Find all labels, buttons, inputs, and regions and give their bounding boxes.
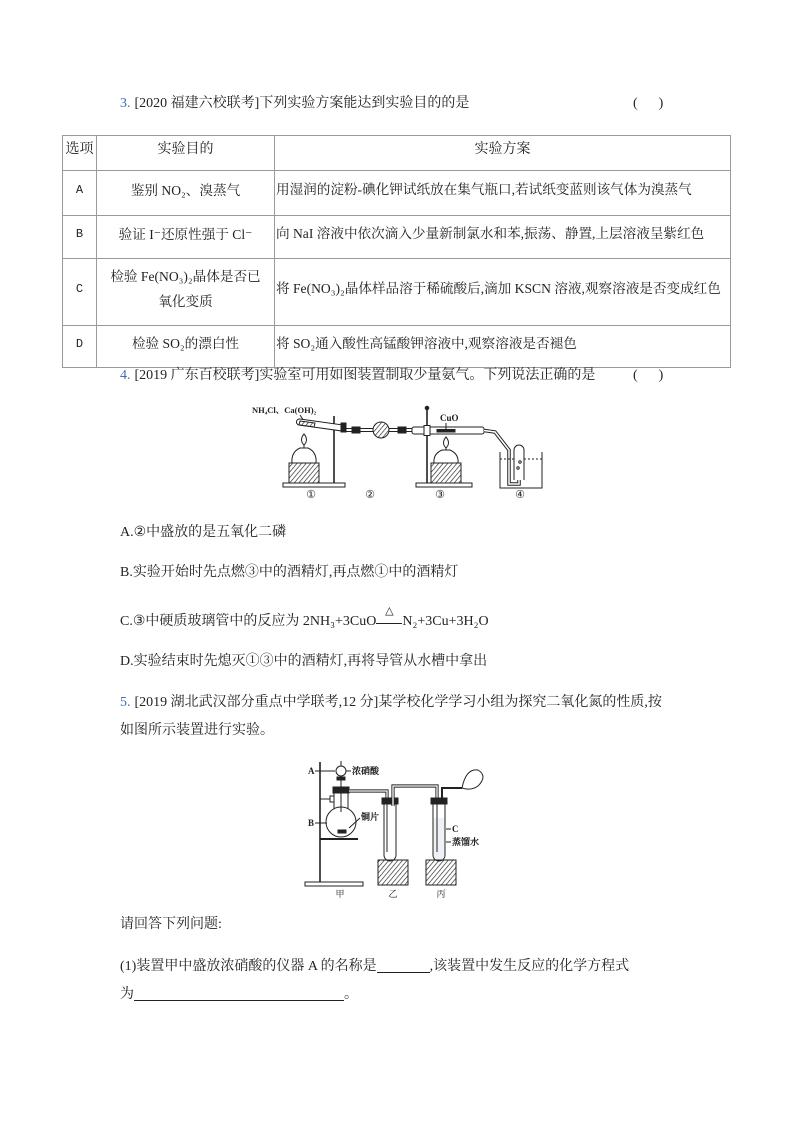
option-a <box>120 523 286 543</box>
dropping-funnel <box>336 766 346 776</box>
label-acid: 浓硝酸 <box>352 766 380 776</box>
option-d <box>120 652 487 672</box>
option-b <box>120 563 458 583</box>
question-5-stem-line2: 如图所示装置进行实验。 <box>120 723 274 738</box>
sub-question-text: 为 <box>120 987 134 1002</box>
clamp <box>424 426 430 436</box>
row-option: D <box>63 326 97 368</box>
row-purpose <box>97 171 275 216</box>
apparatus-yi <box>378 798 408 885</box>
table-header-row <box>63 136 731 171</box>
hatched-block-yi <box>378 860 408 885</box>
purpose-line: 检验 SO₂的漂白性 <box>131 336 240 351</box>
label-bing: 丙 <box>436 889 446 899</box>
ammonia-apparatus-figure <box>245 398 550 506</box>
question-5-stem <box>120 693 662 713</box>
answer-prompt: 请回答下列问题: <box>120 917 222 932</box>
purpose-line: 氧化变质 <box>158 294 213 309</box>
header-option: 选项 <box>63 136 97 171</box>
stand-base <box>416 483 472 487</box>
delivery-tube-yi-bing <box>393 786 437 852</box>
rubber-tube <box>352 427 360 433</box>
distilled-water <box>434 818 445 861</box>
alcohol-lamp <box>434 450 458 463</box>
label-b: B <box>308 818 315 828</box>
row-option: C <box>63 259 97 326</box>
option-text: 实验开始时先点燃③中的酒精灯,再点燃①中的酒精灯 <box>132 565 459 580</box>
label-c: C <box>452 824 459 834</box>
label-water: 蒸馏水 <box>452 837 480 847</box>
table-row <box>63 171 731 216</box>
alcohol-lamp <box>292 448 316 463</box>
option-text: ②中盛放的是五氧化二磷 <box>133 525 287 540</box>
question-text: [2020 福建六校联考]下列实验方案能达到实验目的的是 <box>134 96 470 111</box>
flask-stopper <box>333 787 349 793</box>
table-row <box>63 326 731 368</box>
wood-block <box>289 463 319 483</box>
row-purpose <box>97 259 275 326</box>
glass-tube <box>360 429 373 432</box>
row-plan: 将 SO₂通入酸性高锰酸钾溶液中,观察溶液是否褪色 <box>275 326 731 368</box>
option-text: ③中硬质玻璃管中的反应为 2NH₃+3CuO <box>132 614 377 629</box>
option-letter: D. <box>120 654 134 669</box>
question-3-stem <box>120 94 469 114</box>
drying-bulb <box>373 422 389 438</box>
drying-tube-2 <box>346 422 412 438</box>
cuo-powder <box>437 430 455 433</box>
option-letter: A. <box>120 525 134 540</box>
header-purpose: 实验目的 <box>97 136 275 171</box>
answer-blank <box>377 957 430 973</box>
option-letter: C. <box>120 614 133 629</box>
table-row <box>63 259 731 326</box>
label-a: A <box>308 766 315 776</box>
wood-block <box>431 463 461 483</box>
rod-cap <box>425 406 429 410</box>
marker-2: ② <box>365 489 375 501</box>
label-yi: 乙 <box>388 889 398 899</box>
option-letter: B. <box>120 565 133 580</box>
question-text: [2019 湖北武汉部分重点中学联考,12 分]某学校化学学习小组为探究二氧化氮的性质,按 <box>134 695 662 710</box>
row-plan: 向 NaI 溶液中依次滴入少量新制氯水和苯,振荡、静置,上层溶液呈紫红色 <box>275 216 731 259</box>
copper-pieces <box>338 830 346 833</box>
row-option: B <box>63 216 97 259</box>
marker-1: ① <box>306 489 316 501</box>
reagent-cuo-label: CuO <box>440 413 459 423</box>
nitrogen-dioxide-apparatus-figure <box>298 758 498 900</box>
sub-question-1-line2 <box>120 985 358 1005</box>
heat-condition: △ <box>385 605 394 617</box>
purpose-line: 验证 I⁻还原性强于 Cl⁻ <box>118 226 253 242</box>
apparatus-1 <box>283 416 346 487</box>
stand-base <box>283 483 345 487</box>
purpose-line: 检验 Fe(NO₃)₂晶体是否已 <box>110 269 261 284</box>
question-number: 5. <box>120 695 131 710</box>
option-text: 实验结束时先熄灭①③中的酒精灯,再将导管从水槽中拿出 <box>133 654 488 669</box>
purpose-line: 鉴别 NO₂、溴蒸气 <box>130 182 241 198</box>
water-trough-4 <box>500 445 542 488</box>
label-jia: 甲 <box>335 889 345 899</box>
stopper-yi <box>382 798 398 804</box>
glass-tube <box>389 429 398 432</box>
label-copper: 铜片 <box>361 812 380 822</box>
experiment-table <box>62 135 731 368</box>
reaction-products: N₂+3Cu+3H₂O <box>402 614 489 629</box>
answer-parentheses: ( ) <box>633 368 664 383</box>
row-purpose <box>97 216 275 259</box>
gas-balloon <box>462 770 483 789</box>
sub-question-end: 。 <box>344 987 358 1002</box>
question-number: 3. <box>120 96 131 111</box>
reaction-arrow <box>376 605 402 632</box>
stopcock <box>337 777 345 780</box>
question-number: 4. <box>120 368 131 383</box>
glass-tube <box>406 429 412 432</box>
row-purpose <box>97 326 275 368</box>
table-row <box>63 216 731 259</box>
row-option: A <box>63 171 97 216</box>
clamp-jaw <box>330 796 334 802</box>
marker-3: ③ <box>435 489 445 501</box>
hatched-block-bing <box>426 860 456 885</box>
answer-parentheses: ( ) <box>633 96 664 111</box>
delivery-tube-yi-bing-inner <box>393 786 437 852</box>
sub-question-text: ,该装置中发生反应的化学方程式 <box>429 959 630 974</box>
lamp-flame <box>444 437 449 448</box>
stopper <box>341 423 346 432</box>
glass-tube <box>346 429 352 432</box>
option-c <box>120 605 489 632</box>
sub-question-text: (1)装置甲中盛放浓硝酸的仪器 A 的名称是 <box>120 959 377 974</box>
answer-blank <box>134 985 344 1001</box>
question-4-stem <box>120 366 595 386</box>
row-plan: 用湿润的淀粉-碘化钾试纸放在集气瓶口,若试纸变蓝则该气体为溴蒸气 <box>275 171 731 216</box>
marker-4: ④ <box>515 489 525 501</box>
row-plan: 将 Fe(NO₃)₂晶体样品溶于稀硫酸后,滴加 KSCN 溶液,观察溶液是否变成红色 <box>275 259 731 326</box>
lamp-flame <box>302 434 307 445</box>
header-plan: 实验方案 <box>275 136 731 171</box>
stand-base <box>305 882 363 886</box>
stopper-bing <box>431 798 447 804</box>
rubber-tube <box>398 427 406 433</box>
question-text: [2019 广东百校联考]实验室可用如图装置制取少量氨气。下列说法正确的是 <box>134 368 596 383</box>
test-tube-yi <box>384 802 396 861</box>
reagent-label: NH₄Cl、Ca(OH)₂ <box>252 405 317 415</box>
sub-question-1 <box>120 957 629 977</box>
